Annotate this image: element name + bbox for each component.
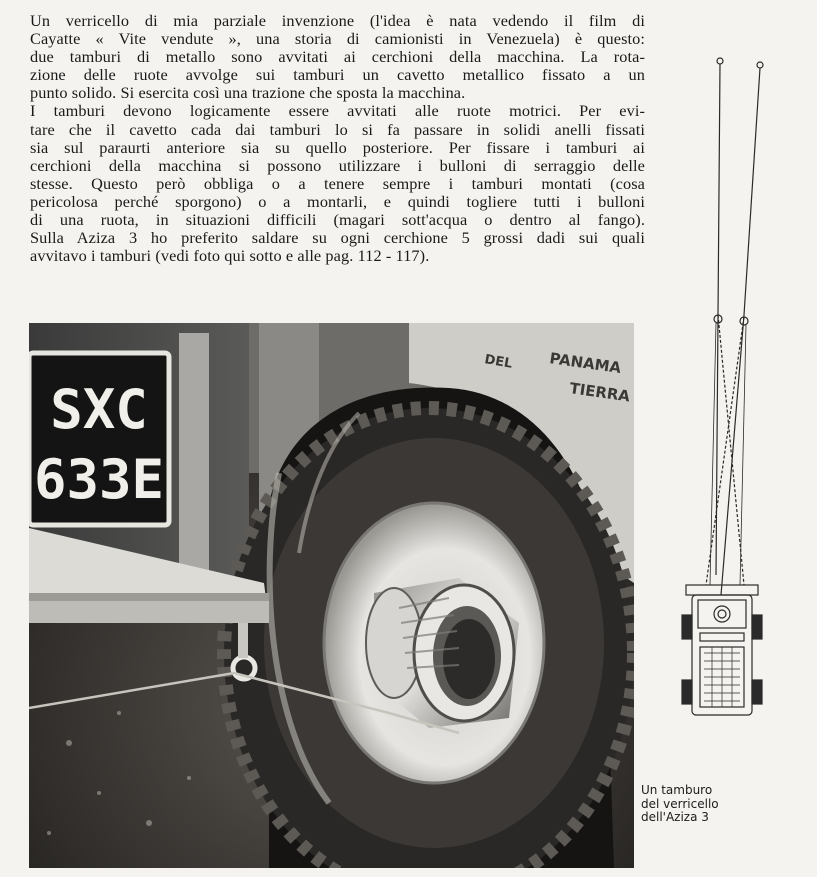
text-line: sia sul paraurti anteriore sia su quello posteriore. Per fissare i tamburi ai bbox=[30, 137, 645, 157]
body-strap bbox=[179, 333, 209, 578]
text-line: tare che il cavetto cada dai tamburi lo si fa passare in solidi anelli fissati bbox=[30, 119, 645, 139]
text-line: pericolosa perché sporgono) o a montarli, e quindi togliere tutti i bulloni bbox=[30, 191, 645, 211]
cable-right bbox=[721, 68, 760, 595]
text-line: stesse. Questo però obbliga o a tenere sempre i tamburi montati (cosa bbox=[30, 173, 645, 193]
caption-line: dell'Aziza 3 bbox=[641, 810, 709, 824]
winch-photo bbox=[29, 323, 634, 868]
anchor-point-left bbox=[717, 58, 723, 64]
winch-photo-illustration bbox=[29, 323, 634, 868]
text-line: Sulla Aziza 3 ho preferito saldare su ogni cerchione 5 grossi dadi sui quali bbox=[30, 228, 645, 248]
article-text bbox=[30, 12, 645, 265]
door-text-tierra: TIERRA bbox=[568, 379, 632, 406]
text-line: I tamburi devono logicamente essere avvitati alle ruote motrici. Per evi- bbox=[30, 101, 645, 121]
figure-caption bbox=[641, 784, 811, 825]
winch-diagram bbox=[680, 55, 790, 720]
license-plate bbox=[29, 353, 169, 525]
winch-diagram-drawing bbox=[680, 55, 790, 720]
door-text-panama: PANAMA bbox=[548, 349, 623, 377]
text-line: due tamburi di metallo sono avvitati ai cerchioni della macchina. La rota- bbox=[30, 47, 645, 67]
cable-left bbox=[716, 64, 720, 575]
caption-line: del verricello bbox=[641, 796, 719, 811]
text-line: Cayatte « Vite vendute », una storia di camionisti in Venezuela) è questo: bbox=[30, 29, 645, 49]
text-line: Un verricello di mia parziale invenzione (l'idea è nata vedendo il film di bbox=[30, 11, 645, 30]
text-line: cerchioni della macchina si possono utilizzare i bulloni di serraggio delle bbox=[30, 155, 645, 175]
text-line: avvitavo i tamburi (vedi foto qui sotto e alle pag. 112 - 117). bbox=[30, 246, 430, 266]
door-text-del: DEL bbox=[483, 352, 514, 372]
caption-line: Un tamburo bbox=[641, 783, 713, 797]
text-line: punto solido. Si esercita così una trazione che sposta la macchina. bbox=[30, 83, 466, 103]
plate-line-2: 633E bbox=[33, 448, 165, 511]
plate-line-1: SXC bbox=[50, 378, 148, 441]
text-line: di una ruota, in situazioni difficili (magari sott'acqua o dentro al fango). bbox=[30, 210, 645, 230]
vehicle-topview bbox=[682, 585, 762, 715]
anchor-point-right bbox=[757, 62, 763, 68]
text-line: zione delle ruote avvolge sui tamburi un cavetto metallico fissato a un bbox=[30, 65, 645, 85]
